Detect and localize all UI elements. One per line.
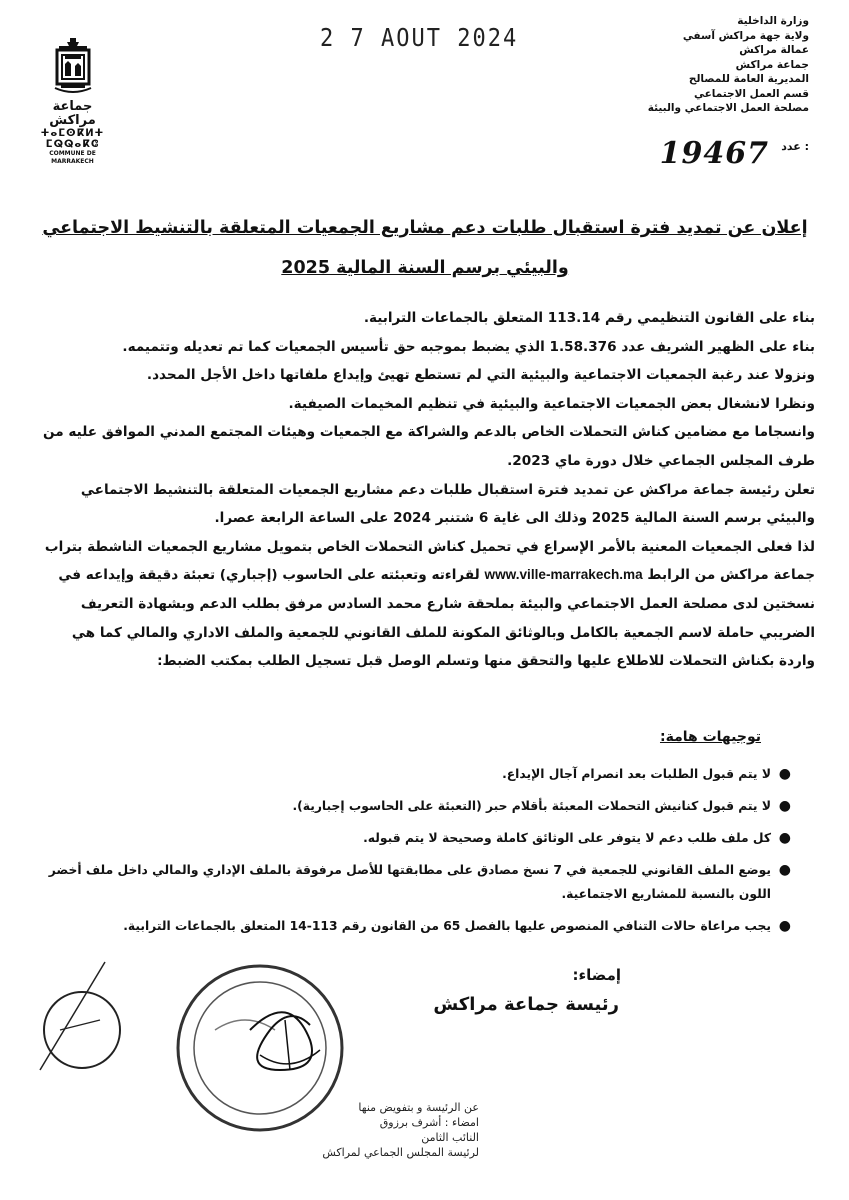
admin-line-service: مصلحة العمل الاجتماعي والبيئة bbox=[647, 102, 809, 114]
signatory-title: رئيسة جماعة مراكش bbox=[433, 994, 619, 1015]
reference-number-label: عدد : bbox=[781, 140, 809, 153]
delegation-line: لرئيسة المجلس الجماعي لمراكش bbox=[322, 1146, 479, 1159]
tip-item bbox=[31, 914, 791, 938]
tip-text: يوضع الملف القانوني للجمعية في 7 نسخ مصادق على مطابقتها للأصل مرفوقة بالملف الإداري والمالي داخل ملف أخضر اللون بالنسبة للمشاريع الاجتماعية. bbox=[48, 863, 771, 901]
admin-line-commune: جماعة مراكش bbox=[735, 58, 809, 71]
tip-item bbox=[31, 794, 791, 818]
bullet-icon: ● bbox=[778, 862, 791, 878]
handwritten-signature-icon bbox=[250, 1012, 320, 1070]
tips-list bbox=[31, 762, 791, 946]
body-paragraph: بناء على الظهير الشريف عدد 1.58.376 الذي يضبط بموجبه حق تأسيس الجمعيات كما تم تعديله وتتميمه. bbox=[122, 338, 815, 355]
reference-number-value: 19467 bbox=[659, 136, 769, 171]
admin-line-division: قسم العمل الاجتماعي bbox=[693, 87, 809, 100]
admin-line-ministry: وزارة الداخلية bbox=[737, 15, 809, 27]
delegation-line: عن الرئيسة و بتفويض منها bbox=[358, 1101, 479, 1114]
tip-item bbox=[31, 826, 791, 850]
admin-line-directorate: المديرية العامة للمصالح bbox=[688, 73, 809, 85]
admin-line-prefecture: عمالة مراكش bbox=[739, 44, 809, 56]
tip-item bbox=[31, 858, 791, 906]
coat-of-arms-icon bbox=[53, 38, 93, 98]
tip-text: لا يتم قبول كنانيش التحملات المعبئة بأقلام حبر (التعبئة على الحاسوب إجبارية). bbox=[292, 799, 771, 813]
commune-logo bbox=[30, 38, 115, 166]
body-paragraph: وانسجاما مع مضامين كناش التحملات الخاص بالدعم والشراكة مع الجمعيات وهيئات المجتمع المدني الموافق عليه من طرف المجلس الجماعي خلال دورة ماي 2023. bbox=[43, 424, 815, 469]
bullet-icon: ● bbox=[778, 918, 791, 934]
delegation-block bbox=[322, 1100, 479, 1160]
small-approval-stamp-icon bbox=[40, 962, 120, 1070]
body-paragraph: بناء على القانون التنظيمي رقم 113.14 المتعلق بالجماعات الترابية. bbox=[363, 310, 815, 326]
tip-text: كل ملف طلب دعم لا يتوفر على الوثائق كاملة وصحيحة لا يتم قبوله. bbox=[363, 831, 771, 845]
admin-line-wilaya: ولاية جهة مراكش آسفي bbox=[682, 29, 809, 42]
instructions-part-2: لقراءته وتعبئته على الحاسوب (إجباري) تعبئة دقيقة وإيداعه في نسختين لدى مصلحة العمل الاجتماعي والبيئة بملحقة شارع محمد السادس مرفق بطلب الدعم وبشهادة التعريف الضريبي حاملة لاسم الجمعية بالكامل وبالوثائق المكونة للملف القانوني للجمعية والملف الاداري والمالي كما هي واردة بكناش التحملات للاطلاع عليها والتحقق منها وتسلم الوصل قبل تسجيل الطلب بمكتب الضبط: bbox=[58, 567, 815, 670]
tip-item bbox=[31, 762, 791, 786]
delegation-line: النائب الثامن bbox=[421, 1131, 479, 1144]
body-paragraph: تعلن رئيسة جماعة مراكش عن تمديد فترة استقبال طلبات دعم مشاريع الجمعيات المتعلقة بالتنشيط الاجتماعي والبيئي برسم السنة المالية 2025 وذلك الى غاية 6 شتنبر 2024 على الساعة الرابعة عصرا. bbox=[80, 481, 815, 527]
website-link[interactable]: www.ville-marrakech.ma bbox=[484, 567, 643, 583]
body-paragraph: ونظرا لانشغال بعض الجمعيات الاجتماعية والبيئية في تنظيم المخيمات الصيفية. bbox=[288, 395, 815, 412]
body-paragraph: ونزولا عند رغبة الجمعيات الاجتماعية والبيئية التي لم تستطع تهيئ وإيداع ملفاتها داخل الأجل المحدد. bbox=[146, 367, 815, 384]
logo-tifinagh-text: ⵜⴰⵎⵙⴽⵍⵜ ⵎⵕⵕⴰⴽⵛ bbox=[40, 128, 105, 150]
instructions-part-1: لذا فعلى الجمعيات المعنية بالأمر الإسراع في تحميل كناش التحملات الخاص بتمويل مشاريع الجمعيات الناشطة بتراب جماعة مراكش من الرابط bbox=[44, 538, 815, 584]
announcement-title-line-1: إعلان عن تمديد فترة استقبال طلبات دعم مشاريع الجمعيات المتعلقة بالتنشيط الاجتماعي bbox=[42, 218, 808, 238]
date-stamp: 2 7 AOUT 2024 bbox=[320, 24, 519, 53]
bullet-icon: ● bbox=[778, 766, 791, 782]
tip-text: يجب مراعاة حالات التنافي المنصوص عليها بالفصل 65 من القانون رقم 113-14 المتعلق بالجماعات الترابية. bbox=[123, 919, 771, 933]
signature-label: إمضاء: bbox=[572, 966, 621, 984]
delegation-line: امضاء : أشرف برزوق bbox=[379, 1116, 479, 1129]
reference-number bbox=[579, 136, 809, 180]
bullet-icon: ● bbox=[778, 798, 791, 814]
stamps-and-signature-drawing bbox=[0, 960, 849, 1200]
announcement-body bbox=[40, 304, 815, 676]
body-paragraph-instructions bbox=[40, 533, 815, 676]
logo-arabic-text: جماعة مراكش bbox=[49, 99, 96, 128]
header-cut-line bbox=[589, 6, 809, 14]
bullet-icon: ● bbox=[778, 830, 791, 846]
administrative-header bbox=[589, 6, 809, 116]
announcement-title-line-2: والبيئي برسم السنة المالية 2025 bbox=[281, 258, 569, 278]
tip-text: لا يتم قبول الطلبات بعد انصرام آجال الإيداع. bbox=[502, 767, 771, 781]
tips-heading: توجيهات هامة: bbox=[659, 729, 761, 745]
logo-french-text: COMMUNE DE MARRAKECH bbox=[49, 150, 96, 165]
